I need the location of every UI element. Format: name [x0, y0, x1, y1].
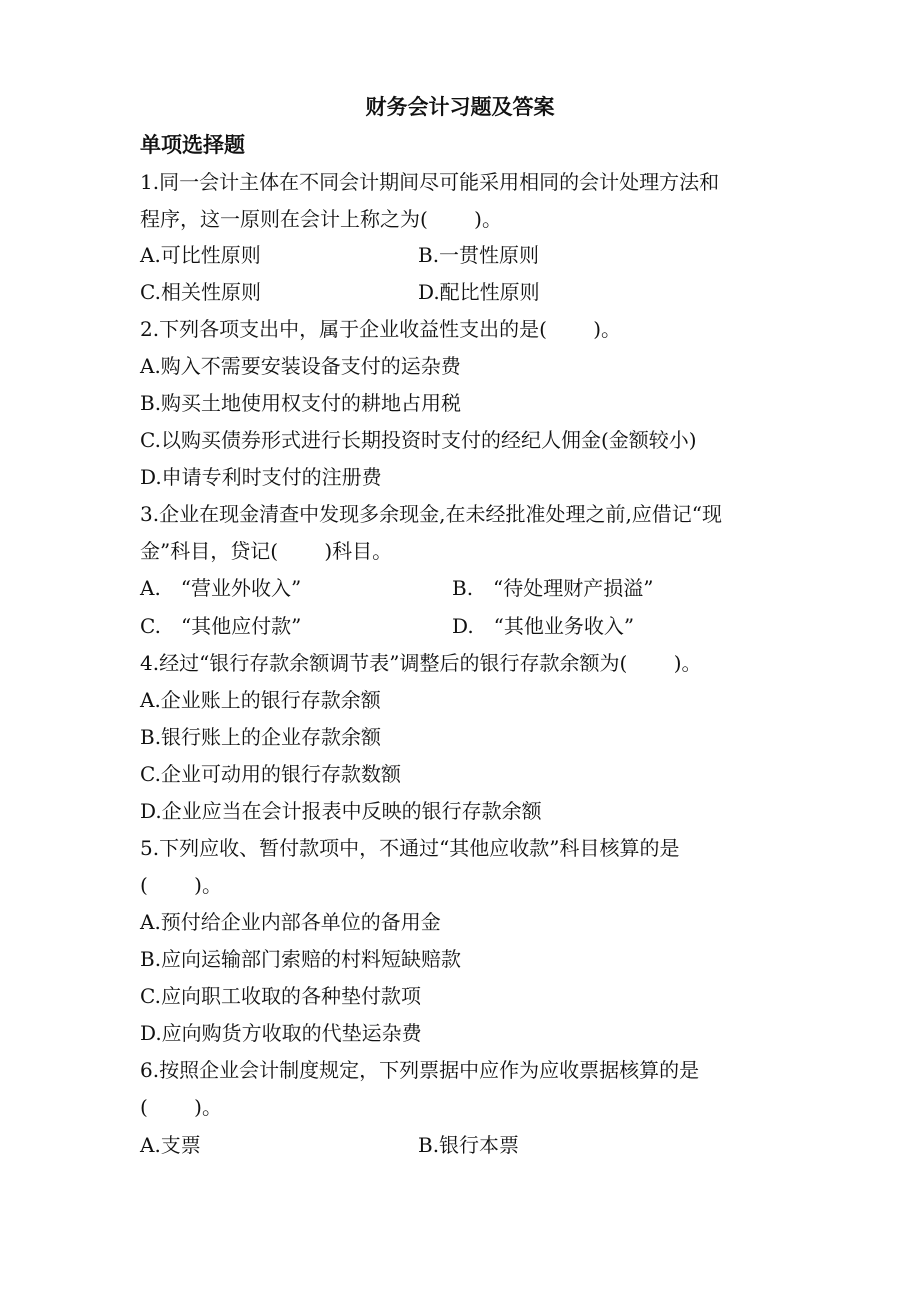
question-4-option-a: A.企业账上的银行存款余额: [140, 688, 381, 712]
question-5-line-1: 5.下列应收、暂付款项中，不通过“其他应收款”科目核算的是: [140, 836, 680, 860]
question-2-option-d: D.申请专利时支付的注册费: [140, 465, 382, 489]
question-5-option-a: A.预付给企业内部各单位的备用金: [140, 910, 441, 934]
question-4-line-1: 4.经过“银行存款余额调节表”调整后的银行存款余额为( )。: [140, 651, 702, 675]
question-1-option-b: B.一贯性原则: [418, 243, 540, 267]
question-5-line-2: ( )。: [140, 873, 222, 897]
question-5-option-c: C.应向职工收取的各种垫付款项: [140, 984, 421, 1008]
question-3-option-c: C. “其他应付款”: [140, 614, 302, 638]
question-6-line-1: 6.按照企业会计制度规定，下列票据中应作为应收票据核算的是: [140, 1058, 700, 1082]
question-1-option-d: D.配比性原则: [418, 280, 540, 304]
question-3-line-1: 3.企业在现金清查中发现多余现金,在未经批准处理之前,应借记“现: [140, 502, 723, 526]
question-3-line-2: 金”科目，贷记( )科目。: [140, 539, 393, 563]
question-1-option-c: C.相关性原则: [140, 280, 261, 304]
question-2-option-a: A.购入不需要安装设备支付的运杂费: [140, 354, 461, 378]
question-6-line-2: ( )。: [140, 1095, 222, 1119]
question-2-option-c: C.以购买债券形式进行长期投资时支付的经纪人佣金(金额较小): [140, 428, 697, 452]
question-6-option-a: A.支票: [140, 1133, 201, 1157]
section-heading: 单项选择题: [140, 132, 245, 157]
question-3-option-d: D. “其他业务收入”: [452, 614, 635, 638]
page-title: 财务会计习题及答案: [365, 94, 555, 119]
question-1-line-2: 程序，这一原则在会计上称之为( )。: [140, 207, 502, 231]
question-4-option-d: D.企业应当在会计报表中反映的银行存款余额: [140, 799, 542, 823]
question-2-option-b: B.购买土地使用权支付的耕地占用税: [140, 391, 462, 415]
question-4-option-b: B.银行账上的企业存款余额: [140, 725, 382, 749]
question-4-option-c: C.企业可动用的银行存款数额: [140, 762, 401, 786]
question-1-option-a: A.可比性原则: [140, 243, 261, 267]
question-5-option-b: B.应向运输部门索赔的村料短缺赔款: [140, 947, 462, 971]
question-2-line-1: 2.下列各项支出中，属于企业收益性支出的是( )。: [140, 317, 622, 341]
question-3-option-b: B. “待处理财产损溢”: [452, 576, 654, 600]
question-3-option-a: A. “营业外收入”: [140, 576, 302, 600]
question-1-line-1: 1.同一会计主体在不同会计期间尽可能采用相同的会计处理方法和: [140, 170, 720, 194]
question-6-option-b: B.银行本票: [418, 1133, 520, 1157]
question-5-option-d: D.应向购货方收取的代垫运杂费: [140, 1021, 422, 1045]
